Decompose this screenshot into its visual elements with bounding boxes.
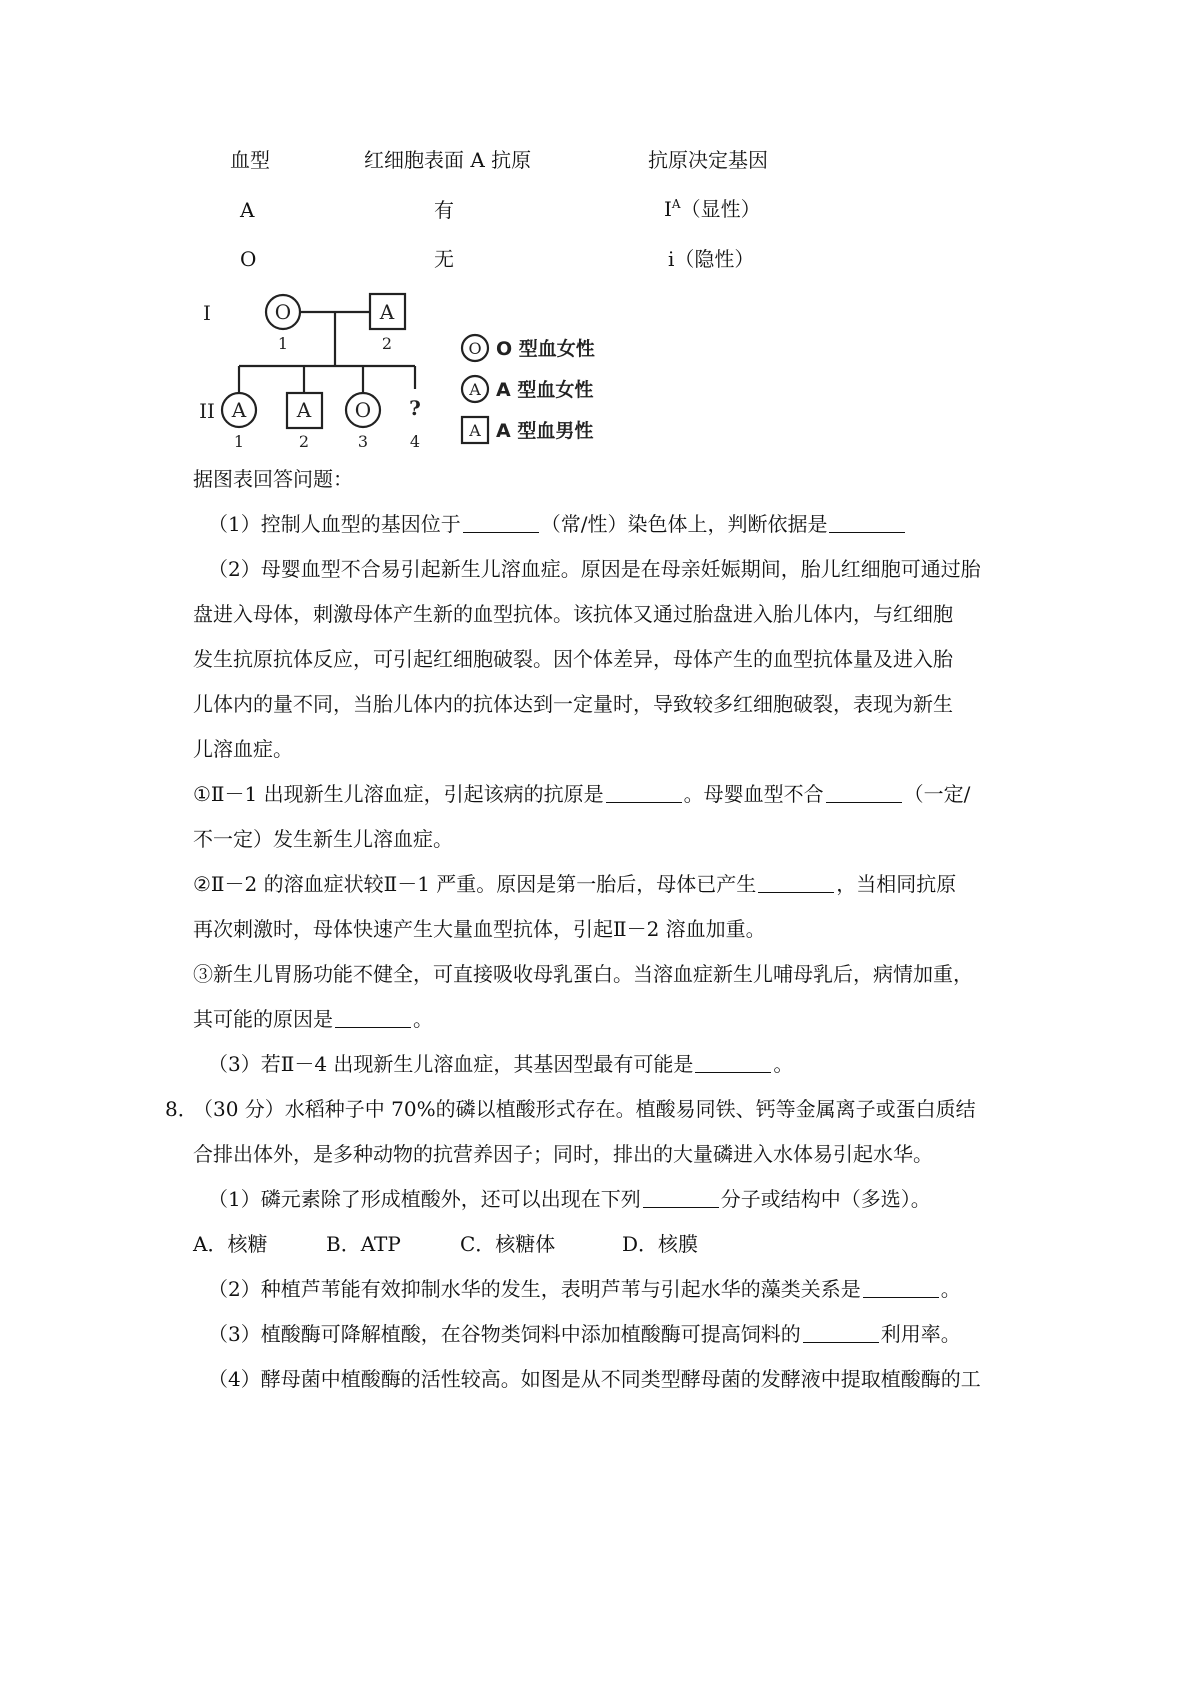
pedigree-ii1-letter: A: [231, 398, 247, 422]
q2b-blank: [758, 891, 834, 893]
question-3: [208, 1054, 793, 1074]
q3-part2: 。: [773, 1052, 794, 1076]
gene-base: I: [664, 197, 672, 221]
gene-superscript: A: [671, 197, 681, 211]
q8-2-part1: （2）种植芦苇能有效抑制水华的发生，表明芦苇与引起水华的藻类关系是: [208, 1277, 861, 1301]
legend-o-female-text: O 型血女性: [496, 338, 595, 360]
q3-part1: （3）若Ⅱ－4 出现新生儿溶血症，其基因型最有可能是: [208, 1052, 694, 1076]
pedigree-i1-number: 1: [277, 334, 289, 353]
q2a-blank-1: [606, 801, 682, 803]
table-cell-type-o: O: [240, 247, 257, 271]
question-8-line-2: 合排出体外，是多种动物的抗营养因子；同时，排出的大量磷进入水体易引起水华。: [193, 1142, 933, 1166]
q2a-continuation: 不一定）发生新生儿溶血症。: [193, 827, 453, 851]
generation-i-label: I: [203, 301, 211, 325]
q2-line-5: 儿溶血症。: [193, 737, 293, 761]
legend-a-male-text: A 型血男性: [496, 420, 594, 442]
q2c-blank: [335, 1026, 411, 1028]
intro-text: 据图表回答问题：: [193, 467, 353, 491]
q1-blank-1: [463, 531, 539, 533]
table-cell-type-a: A: [240, 198, 255, 222]
gene-note: （显性）: [680, 197, 761, 221]
q2c-part1: 其可能的原因是: [193, 1007, 333, 1031]
table-cell-antigen-a: 有: [434, 198, 454, 222]
legend-a-male-letter: A: [469, 421, 481, 440]
pedigree-ii3-letter: O: [354, 398, 372, 422]
table-cell-gene-a: [664, 198, 761, 219]
pedigree-ii4-letter: ?: [409, 396, 421, 420]
gene-note: （隐性）: [674, 247, 755, 271]
pedigree-diagram: [190, 285, 620, 455]
pedigree-i2-letter: A: [379, 300, 395, 324]
q8-2-part2: 。: [940, 1277, 961, 1301]
legend-o-letter: O: [468, 339, 482, 358]
q8-option-b: B．ATP: [326, 1232, 401, 1256]
table-cell-antigen-o: 无: [434, 247, 454, 271]
q1-part2: （常/性）染色体上，判断依据是: [540, 512, 828, 536]
q2a-blank-2: [826, 801, 902, 803]
pedigree-i1-letter: O: [274, 300, 292, 324]
q8-option-d: D．核膜: [622, 1232, 699, 1256]
question-1: [208, 514, 907, 534]
q8-1-part2: 分子或结构中（多选）。: [720, 1187, 931, 1211]
q8-1-blank: [643, 1206, 719, 1208]
q2b-continuation: 再次刺激时，母体快速产生大量血型抗体，引起Ⅱ－2 溶血加重。: [193, 917, 766, 941]
q2c-line: ③新生儿胃肠功能不健全，可直接吸收母乳蛋白。当溶血症新生儿哺母乳后，病情加重，: [193, 962, 973, 986]
q2-line-1: （2）母婴血型不合易引起新生儿溶血症。原因是在母亲妊娠期间，胎儿红细胞可通过胎: [208, 557, 981, 581]
q8-2-blank: [863, 1296, 939, 1298]
q8-3-part2: 利用率。: [880, 1322, 961, 1346]
question-8-number: 8．: [165, 1097, 198, 1121]
q2b-part1: ②Ⅱ－2 的溶血症状较Ⅱ－1 严重。原因是第一胎后，母体已产生: [193, 872, 757, 896]
q2-line-3: 发生抗原抗体反应，可引起红细胞破裂。因个体差异，母体产生的血型抗体量及进入胎: [193, 647, 953, 671]
q8-3-blank: [803, 1341, 879, 1343]
table-cell-gene-o: [668, 249, 754, 269]
q8-4-line: （4）酵母菌中植酸酶的活性较高。如图是从不同类型酵母菌的发酵液中提取植酸酶的工: [208, 1367, 981, 1391]
table-header-antigen: 红细胞表面 A 抗原: [364, 148, 532, 172]
q2a-line: [193, 784, 970, 804]
q1-blank-2: [829, 531, 905, 533]
q8-option-a: A．核糖: [193, 1232, 268, 1256]
question-8-line-1: （30 分）水稻种子中 70%的磷以植酸形式存在。植酸易同铁、钙等金属离子或蛋白质结: [193, 1097, 976, 1121]
q1-part1: （1）控制人血型的基因位于: [208, 512, 461, 536]
q2a-part3: （一定/: [903, 782, 971, 806]
q2c-part2: 。: [413, 1007, 433, 1031]
pedigree-i2-number: 2: [381, 334, 393, 353]
pedigree-ii2-number: 2: [298, 432, 310, 451]
q2c-continuation: [193, 1009, 433, 1029]
q2a-part2: 。母婴血型不合: [683, 782, 824, 806]
q8-3-line: [208, 1324, 961, 1344]
table-header-gene: 抗原决定基因: [648, 148, 768, 172]
generation-ii-label: II: [199, 399, 215, 423]
pedigree-ii4-number: 4: [409, 432, 421, 451]
legend-a-female-letter: A: [469, 380, 481, 399]
gene-base: i: [668, 247, 675, 271]
table-header-blood-type: 血型: [230, 148, 270, 172]
q8-2-line: [208, 1279, 961, 1299]
q2b-part2: ，当相同抗原: [836, 872, 957, 896]
pedigree-ii1-number: 1: [233, 432, 245, 451]
q2b-line: [193, 874, 956, 894]
q8-3-part1: （3）植酸酶可降解植酸，在谷物类饲料中添加植酸酶可提高饲料的: [208, 1322, 801, 1346]
q8-option-c: C．核糖体: [460, 1232, 556, 1256]
pedigree-ii2-letter: A: [296, 398, 312, 422]
q2-line-4: 儿体内的量不同，当胎儿体内的抗体达到一定量时，导致较多红细胞破裂，表现为新生: [193, 692, 953, 716]
q8-1-line: [208, 1189, 931, 1209]
pedigree-ii3-number: 3: [357, 432, 369, 451]
q8-1-part1: （1）磷元素除了形成植酸外，还可以出现在下列: [208, 1187, 641, 1211]
q3-blank: [695, 1071, 771, 1073]
q2a-part1: ①Ⅱ－1 出现新生儿溶血症，引起该病的抗原是: [193, 782, 604, 806]
q2-line-2: 盘进入母体，刺激母体产生新的血型抗体。该抗体又通过胎盘进入胎儿体内，与红细胞: [193, 602, 953, 626]
legend-a-female-text: A 型血女性: [496, 379, 594, 401]
